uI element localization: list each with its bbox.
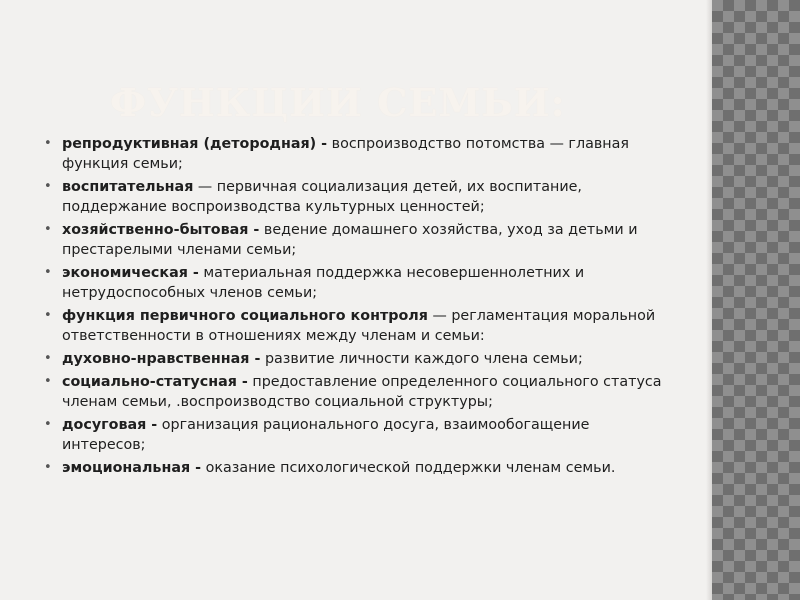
item-term: экономическая - <box>62 265 199 281</box>
item-text: — первичная социализация детей, их воспитание, поддержание воспроизводства культурных ценностей; <box>62 179 582 215</box>
item-text: организация рационального досуга, взаимообогащение интересов; <box>62 417 590 453</box>
decorative-diamond-pattern <box>712 0 800 600</box>
item-text: — регламентация моральной ответственности в отношениях между членам и семьи: <box>62 308 656 344</box>
list-item <box>44 415 664 455</box>
bullet-icon: • <box>44 308 52 323</box>
functions-list <box>44 134 664 481</box>
list-item <box>44 349 664 369</box>
list-item <box>44 134 664 174</box>
list-item <box>44 220 664 260</box>
item-text: воспроизводство потомства — главная функция семьи; <box>62 136 629 172</box>
bullet-icon: • <box>44 179 52 194</box>
bullet-icon: • <box>44 417 52 432</box>
list-item <box>44 263 664 303</box>
slide-title: ФУНКЦИИ СЕМЬИ: <box>110 80 566 125</box>
item-term: эмоциональная - <box>62 460 202 476</box>
item-text: развитие личности каждого члена семьи; <box>260 351 583 367</box>
item-term: репродуктивная (детородная) - <box>62 136 328 152</box>
bullet-icon: • <box>44 222 52 237</box>
item-text: ведение домашнего хозяйства, уход за детьми и престарелыми членами семьи; <box>62 222 638 258</box>
item-term: духовно-нравственная - <box>62 351 261 367</box>
item-term: досуговая - <box>62 417 158 433</box>
bullet-icon: • <box>44 460 52 475</box>
item-text: оказание психологической поддержки членам семьи. <box>201 460 616 476</box>
list-item <box>44 306 664 346</box>
list-item <box>44 177 664 217</box>
item-term: воспитательная <box>62 179 194 195</box>
bullet-icon: • <box>44 136 52 151</box>
item-term: хозяйственно-бытовая - <box>62 222 260 238</box>
item-text: предоставление определенного социального статуса членам семьи, .воспроизводство социальной структуры; <box>62 374 662 410</box>
item-term: социально-статусная - <box>62 374 248 390</box>
item-term: функция первичного социального контроля <box>62 308 428 324</box>
bullet-icon: • <box>44 374 52 389</box>
bullet-icon: • <box>44 265 52 280</box>
bullet-icon: • <box>44 351 52 366</box>
item-text: материальная поддержка несовершеннолетних и нетрудоспособных членов семьи; <box>62 265 585 301</box>
list-item <box>44 372 664 412</box>
list-item <box>44 458 664 478</box>
